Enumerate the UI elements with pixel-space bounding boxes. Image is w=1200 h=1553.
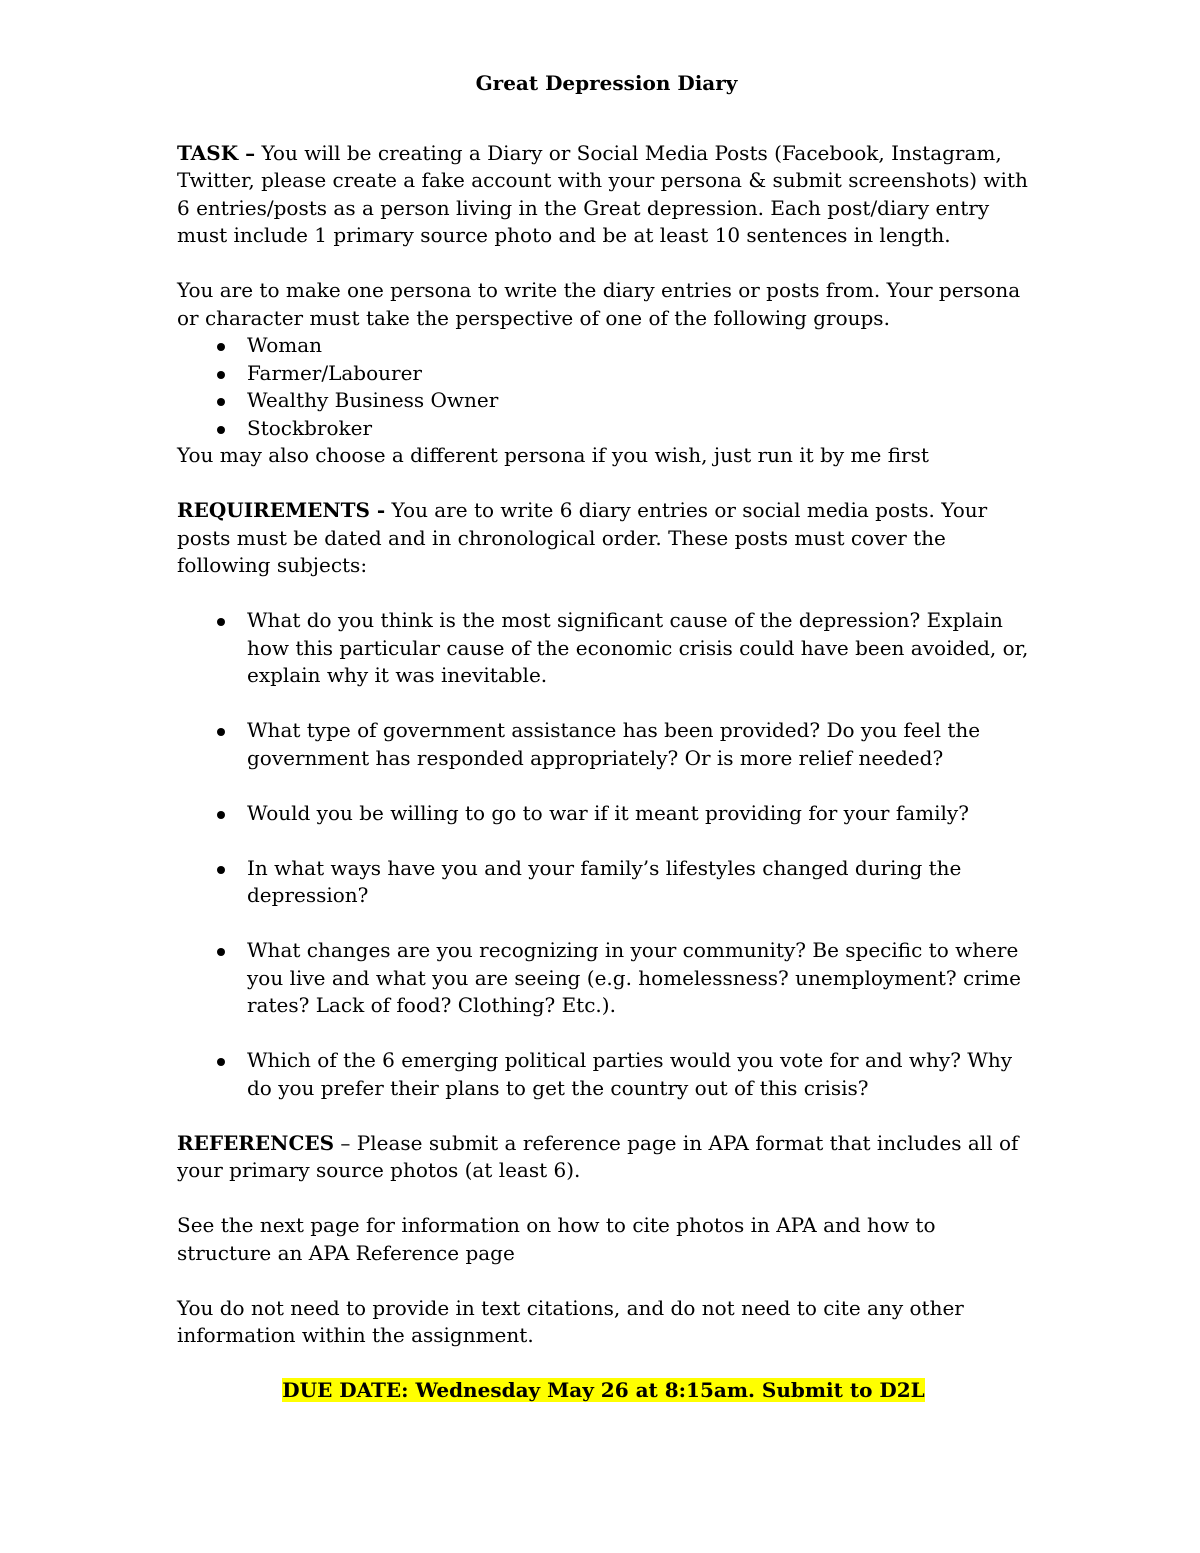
persona-item-stockbroker: Stockbroker xyxy=(247,415,1030,443)
task-text: You will be creating a Diary or Social Media Posts (Facebook, Instagram, Twitter, please create a fake account with your persona & submit screenshots) with 6 entries/posts as a person living in the Great depression. Each post/diary entry must include 1 primary source photo and be at least 10 sentences in length. xyxy=(177,140,1028,247)
subject-list xyxy=(177,607,1030,1102)
requirements-text: You are to write 6 diary entries or social media posts. Your posts must be dated and in chronological order. These posts must cover the following subjects: xyxy=(177,498,988,577)
subject-item-community: What changes are you recognizing in your community? Be specific to where you live and what you are seeing (e.g. homelessness? unemployment? crime rates? Lack of food? Clothing? Etc.). xyxy=(247,937,1030,1020)
persona-item-business-owner: Wealthy Business Owner xyxy=(247,387,1030,415)
task-label: TASK – xyxy=(177,140,256,165)
persona-intro: You are to make one persona to write the diary entries or posts from. Your persona or character must take the perspective of one of the following groups. xyxy=(177,278,1021,330)
subject-item-cause: What do you think is the most significant cause of the depression? Explain how this particular cause of the economic crisis could have been avoided, or, explain why it was inevitable. xyxy=(247,607,1030,690)
document-title: Great Depression Diary xyxy=(475,71,738,95)
persona-item-woman: Woman xyxy=(247,332,1030,360)
persona-list xyxy=(177,332,1030,442)
due-date-line xyxy=(177,1377,1030,1405)
subject-item-war: Would you be willing to go to war if it meant providing for your family? xyxy=(247,800,1030,828)
requirements-label: REQUIREMENTS - xyxy=(177,498,386,522)
citations-note: You do not need to provide in text citations, and do not need to cite any other information within the assignment. xyxy=(177,1295,964,1347)
references-text: – Please submit a reference page in APA format that includes all of your primary source photos (at least 6). xyxy=(177,1130,1019,1182)
task-paragraph xyxy=(177,140,1030,250)
references-label: REFERENCES xyxy=(177,1130,335,1155)
persona-item-farmer: Farmer/Labourer xyxy=(247,360,1030,388)
subject-item-political-parties: Which of the 6 emerging political parties would you vote for and why? Why do you prefer their plans to get the country out of this crisis? xyxy=(247,1047,1030,1102)
see-next-page-note: See the next page for information on how to cite photos in APA and how to structure an APA Reference page xyxy=(177,1213,936,1265)
references-paragraph xyxy=(177,1130,1030,1185)
subject-item-government-assistance: What type of government assistance has been provided? Do you feel the government has responded appropriately? Or is more relief needed? xyxy=(247,717,1030,772)
requirements-paragraph xyxy=(177,497,1030,580)
subject-item-lifestyle: In what ways have you and your family’s lifestyles changed during the depression? xyxy=(247,855,1030,910)
due-date-highlight: DUE DATE: Wednesday May 26 at 8:15am. Submit to D2L xyxy=(282,1378,925,1402)
persona-note: You may also choose a different persona if you wish, just run it by me first xyxy=(177,443,929,467)
